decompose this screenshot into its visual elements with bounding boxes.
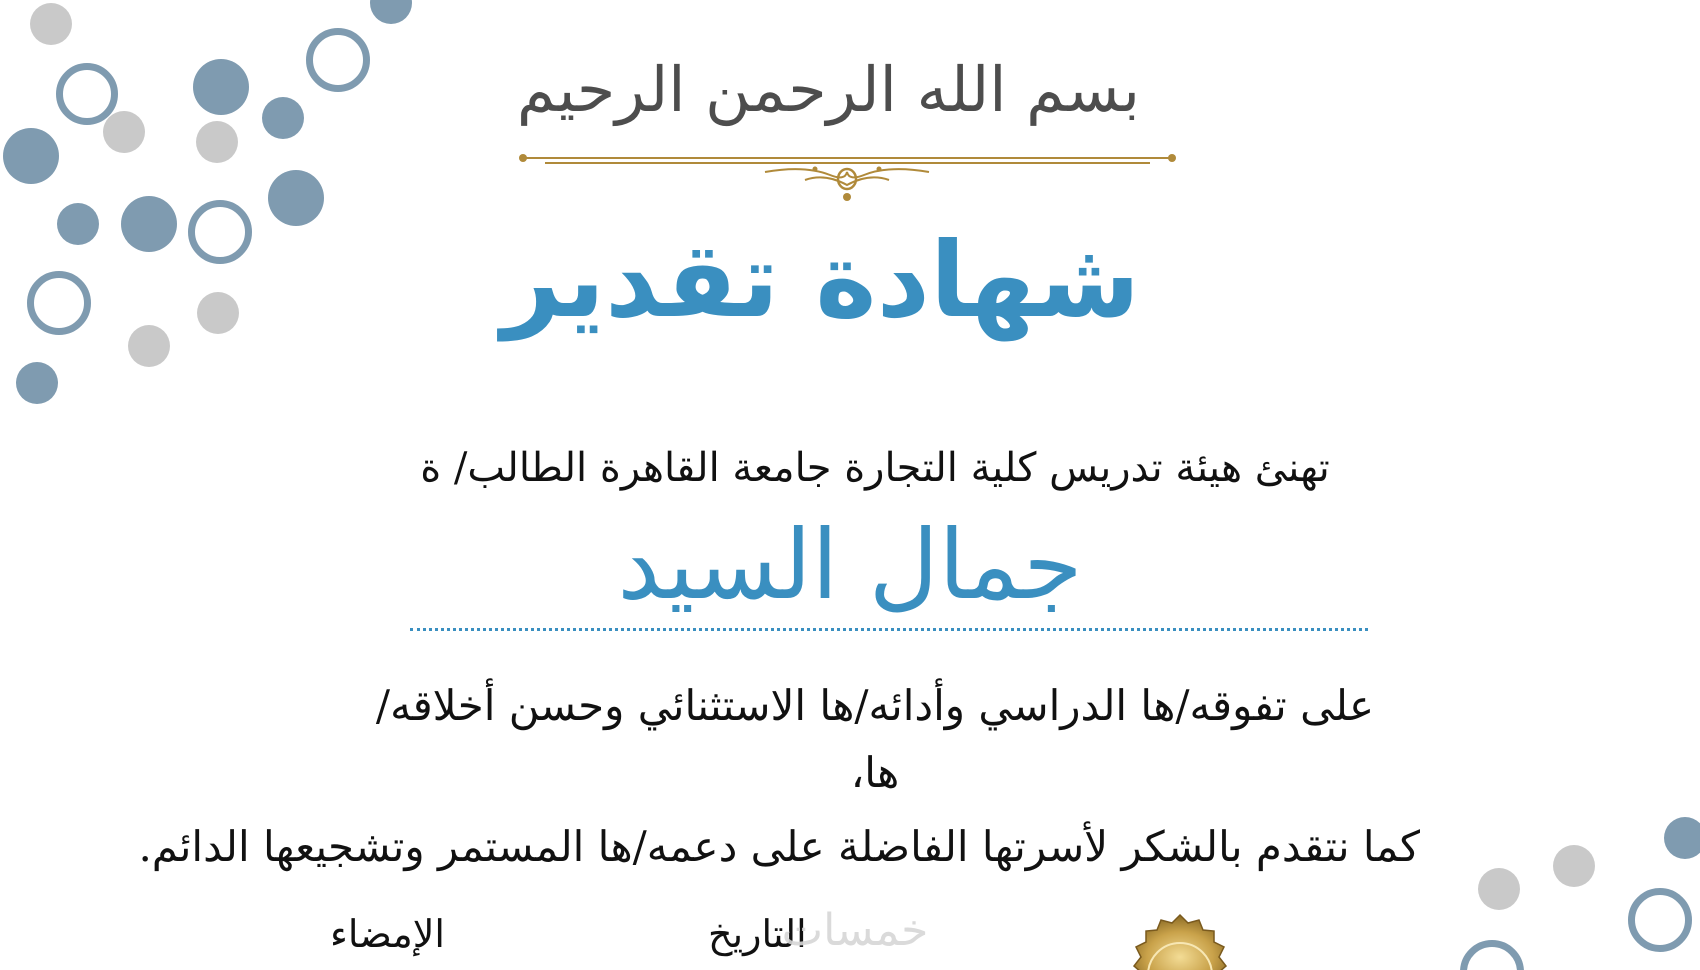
reason-text-line-1: على تفوقه/ها الدراسي وأدائه/ها الاستثنائي وحسن أخلاقه/ [375,681,1375,730]
signature-label: الإمضاء [330,912,445,956]
intro-text: تهنئ هيئة تدريس كلية التجارة جامعة القاهرة الطالب/ ة [420,445,1330,491]
thanks-text: كما نتقدم بالشكر لأسرتها الفاضلة على دعمه/ها المستمر وتشجيعها الدائم. [138,822,1420,871]
reason-text-line-2: ها، [850,748,900,797]
date-label: التاريخ [708,912,807,956]
certificate-title: شهادة تقدير [501,219,1140,341]
watermark-logo: خمسات [781,905,929,956]
name-underline [410,628,1368,631]
basmala-calligraphy: بسم الله الرحمن الرحيم [516,53,1140,126]
gold-seal-icon [1100,905,1260,970]
student-name: جمال السيد [617,509,1083,621]
ornament-divider [515,145,1180,205]
